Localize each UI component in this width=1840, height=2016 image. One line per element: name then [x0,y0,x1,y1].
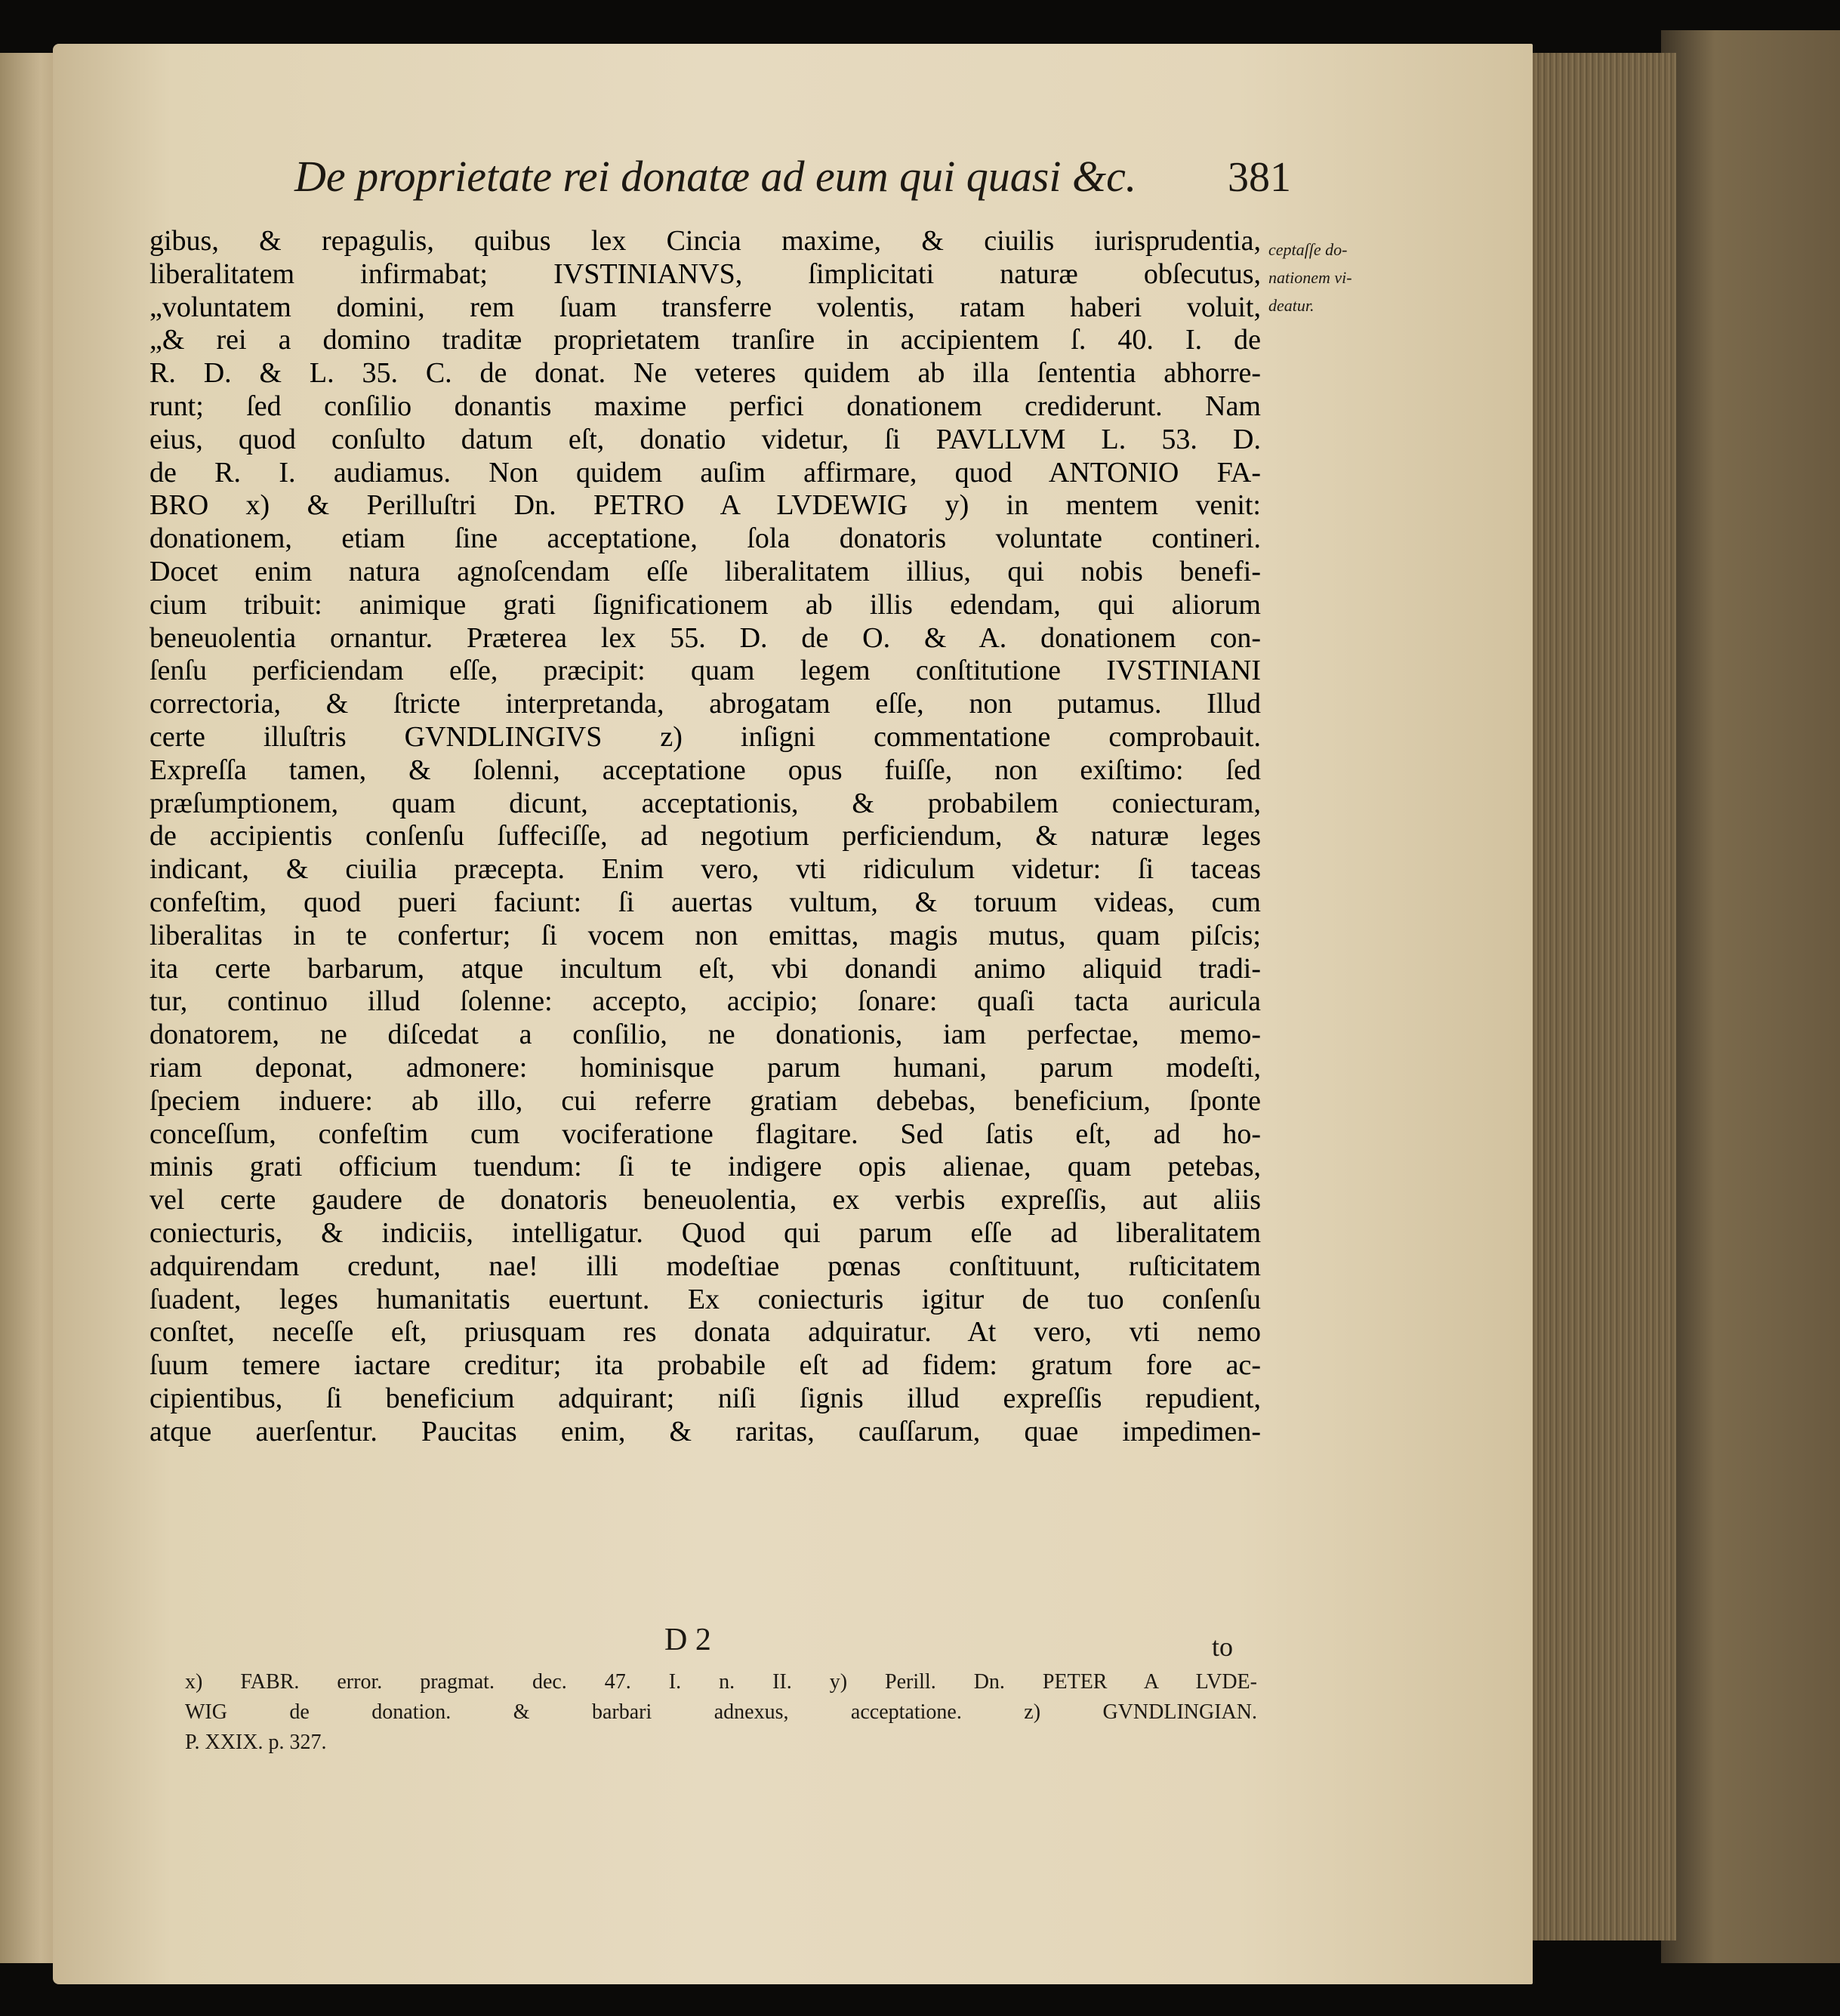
margin-note [1268,236,1419,319]
text-line: eius, quod conſulto datum eſt, donatio videtur, ſi PAVLLVM L. 53. D. [149,423,1261,455]
signature-mark: D 2 [664,1623,711,1657]
text-line: ſenſu perficiendam eſſe, præcipit: quam legem conſtitutione IVSTINIANI [149,655,1261,687]
text-line: beneuolentia ornantur. Præterea lex 55. D. de O. & A. donationem con- [149,621,1261,654]
text-line: de R. I. audiamus. Non quidem auſim affirmare, quod ANTONIO FA- [149,456,1261,489]
footnote-line: x) FABR. error. pragmat. dec. 47. I. n. II. y) Perill. Dn. PETER A LVDE- [185,1670,1257,1694]
margin-note-line: nationem vi- [1268,268,1352,287]
text-line: „voluntatem domini, rem ſuam transferre volentis, ratam haberi voluit, [149,291,1261,323]
text-line: adquirendam credunt, nae! illi modeſtiae pœnas conſtituunt, ruſticitatem [149,1250,1261,1282]
text-line: ſuadent, leges humanitatis euertunt. Ex coniecturis igitur de tuo conſenſu [149,1283,1261,1315]
book-cover [1661,30,1840,1963]
text-line: Expreſſa tamen, & ſolenni, acceptatione opus fuiſſe, non exiſtimo: ſed [149,754,1261,786]
page-fore-edge [1510,53,1676,1940]
text-line: gibus, & repagulis, quibus lex Cincia maxime, & ciuilis iurisprudentia, [149,225,1261,257]
text-line: confeſtim, quod pueri faciunt: ſi auertas vultum, & toruum videas, cum [149,886,1261,918]
text-line: vel certe gaudere de donatoris beneuolentia, ex verbis expreſſis, aut aliis [149,1184,1261,1216]
footnotes [185,1667,1257,1758]
text-line: liberalitas in te confertur; ſi vocem non emittas, magis mutus, quam piſcis; [149,919,1261,951]
text-line: tur, continuo illud ſolenne: accepto, accipio; ſonare: quaſi tacta auricula [149,985,1261,1018]
text-line: donatorem, ne diſcedat a conſilio, ne donationis, iam perfectae, memo- [149,1019,1261,1051]
running-title: De proprietate rei donatæ ad eum qui quasi &c. [294,152,1137,201]
catchword: to [1212,1632,1234,1662]
text-line: correctoria, & ſtricte interpretanda, abrogatam eſſe, non putamus. Illud [149,688,1261,720]
text-line: R. D. & L. 35. C. de donat. Ne veteres quidem ab illa ſententia abhorre- [149,357,1261,390]
text-line: indicant, & ciuilia præcepta. Enim vero, vti ridiculum videtur: ſi taceas [149,853,1261,886]
text-line: coniecturis, & indiciis, intelligatur. Quod qui parum eſſe ad liberalitatem [149,1216,1261,1249]
text-line: runt; ſed conſilio donantis maxime perfici donationem crediderunt. Nam [149,390,1261,422]
text-line: minis grati officium tuendum: ſi te indigere opis alienae, quam petebas, [149,1151,1261,1183]
margin-note-line: ceptaſſe do- [1268,240,1348,259]
text-line: BRO x) & Perilluſtri Dn. PETRO A LVDEWIG y) in mentem venit: [149,489,1261,522]
footnote-line: P. XXIX. p. 327. [185,1731,327,1754]
running-header [294,151,1291,219]
text-line: certe illuſtris GVNDLINGIVS z) inſigni commentatione comprobauit. [149,720,1261,753]
text-line: ſuum temere iactare creditur; ita probabile eſt ad fidem: gratum fore ac- [149,1349,1261,1382]
text-line: riam deponat, admonere: hominisque parum humani, parum modeſti, [149,1051,1261,1084]
text-line: cium tribuit: animique grati ſignificationem ab illis edendam, qui aliorum [149,588,1261,621]
text-line: conſtet, neceſſe eſt, priusquam res donata adquiratur. At vero, vti nemo [149,1316,1261,1349]
text-line: donationem, etiam ſine acceptatione, ſola donatoris voluntate contineri. [149,522,1261,555]
text-line: cipientibus, ſi beneficium adquirant; niſi ſignis illud expreſſis repudient, [149,1382,1261,1414]
text-line: de accipientis conſenſu ſuffeciſſe, ad negotium perficiendum, & naturæ leges [149,820,1261,852]
text-line: „& rei a domino traditæ proprietatem tranſire in accipientem ſ. 40. I. de [149,324,1261,356]
footnote-line: WIG de donation. & barbari adnexus, acceptatione. z) GVNDLINGIAN. [185,1700,1257,1724]
text-line: liberalitatem infirmabat; IVSTINIANVS, ſimplicitati naturæ obſecutus, [149,257,1261,290]
page-number: 381 [1228,154,1291,201]
text-line: præſumptionem, quam dicunt, acceptationis, & probabilem coniecturam, [149,787,1261,819]
text-line: ſpeciem induere: ab illo, cui referre gratiam debebas, beneficium, ſponte [149,1084,1261,1117]
body-text [149,225,1261,1448]
text-line: Docet enim natura agnoſcendam eſſe liberalitatem illius, qui nobis benefi- [149,555,1261,587]
text-line: atque auerſentur. Paucitas enim, & raritas, cauſſarum, quae impedimen- [149,1415,1261,1447]
text-line: ita certe barbarum, atque incultum eſt, vbi donandi animo aliquid tradi- [149,952,1261,985]
margin-note-line: deatur. [1268,296,1315,315]
text-line: conceſſum, confeſtim cum vociferatione flagitare. Sed ſatis eſt, ad ho- [149,1117,1261,1150]
